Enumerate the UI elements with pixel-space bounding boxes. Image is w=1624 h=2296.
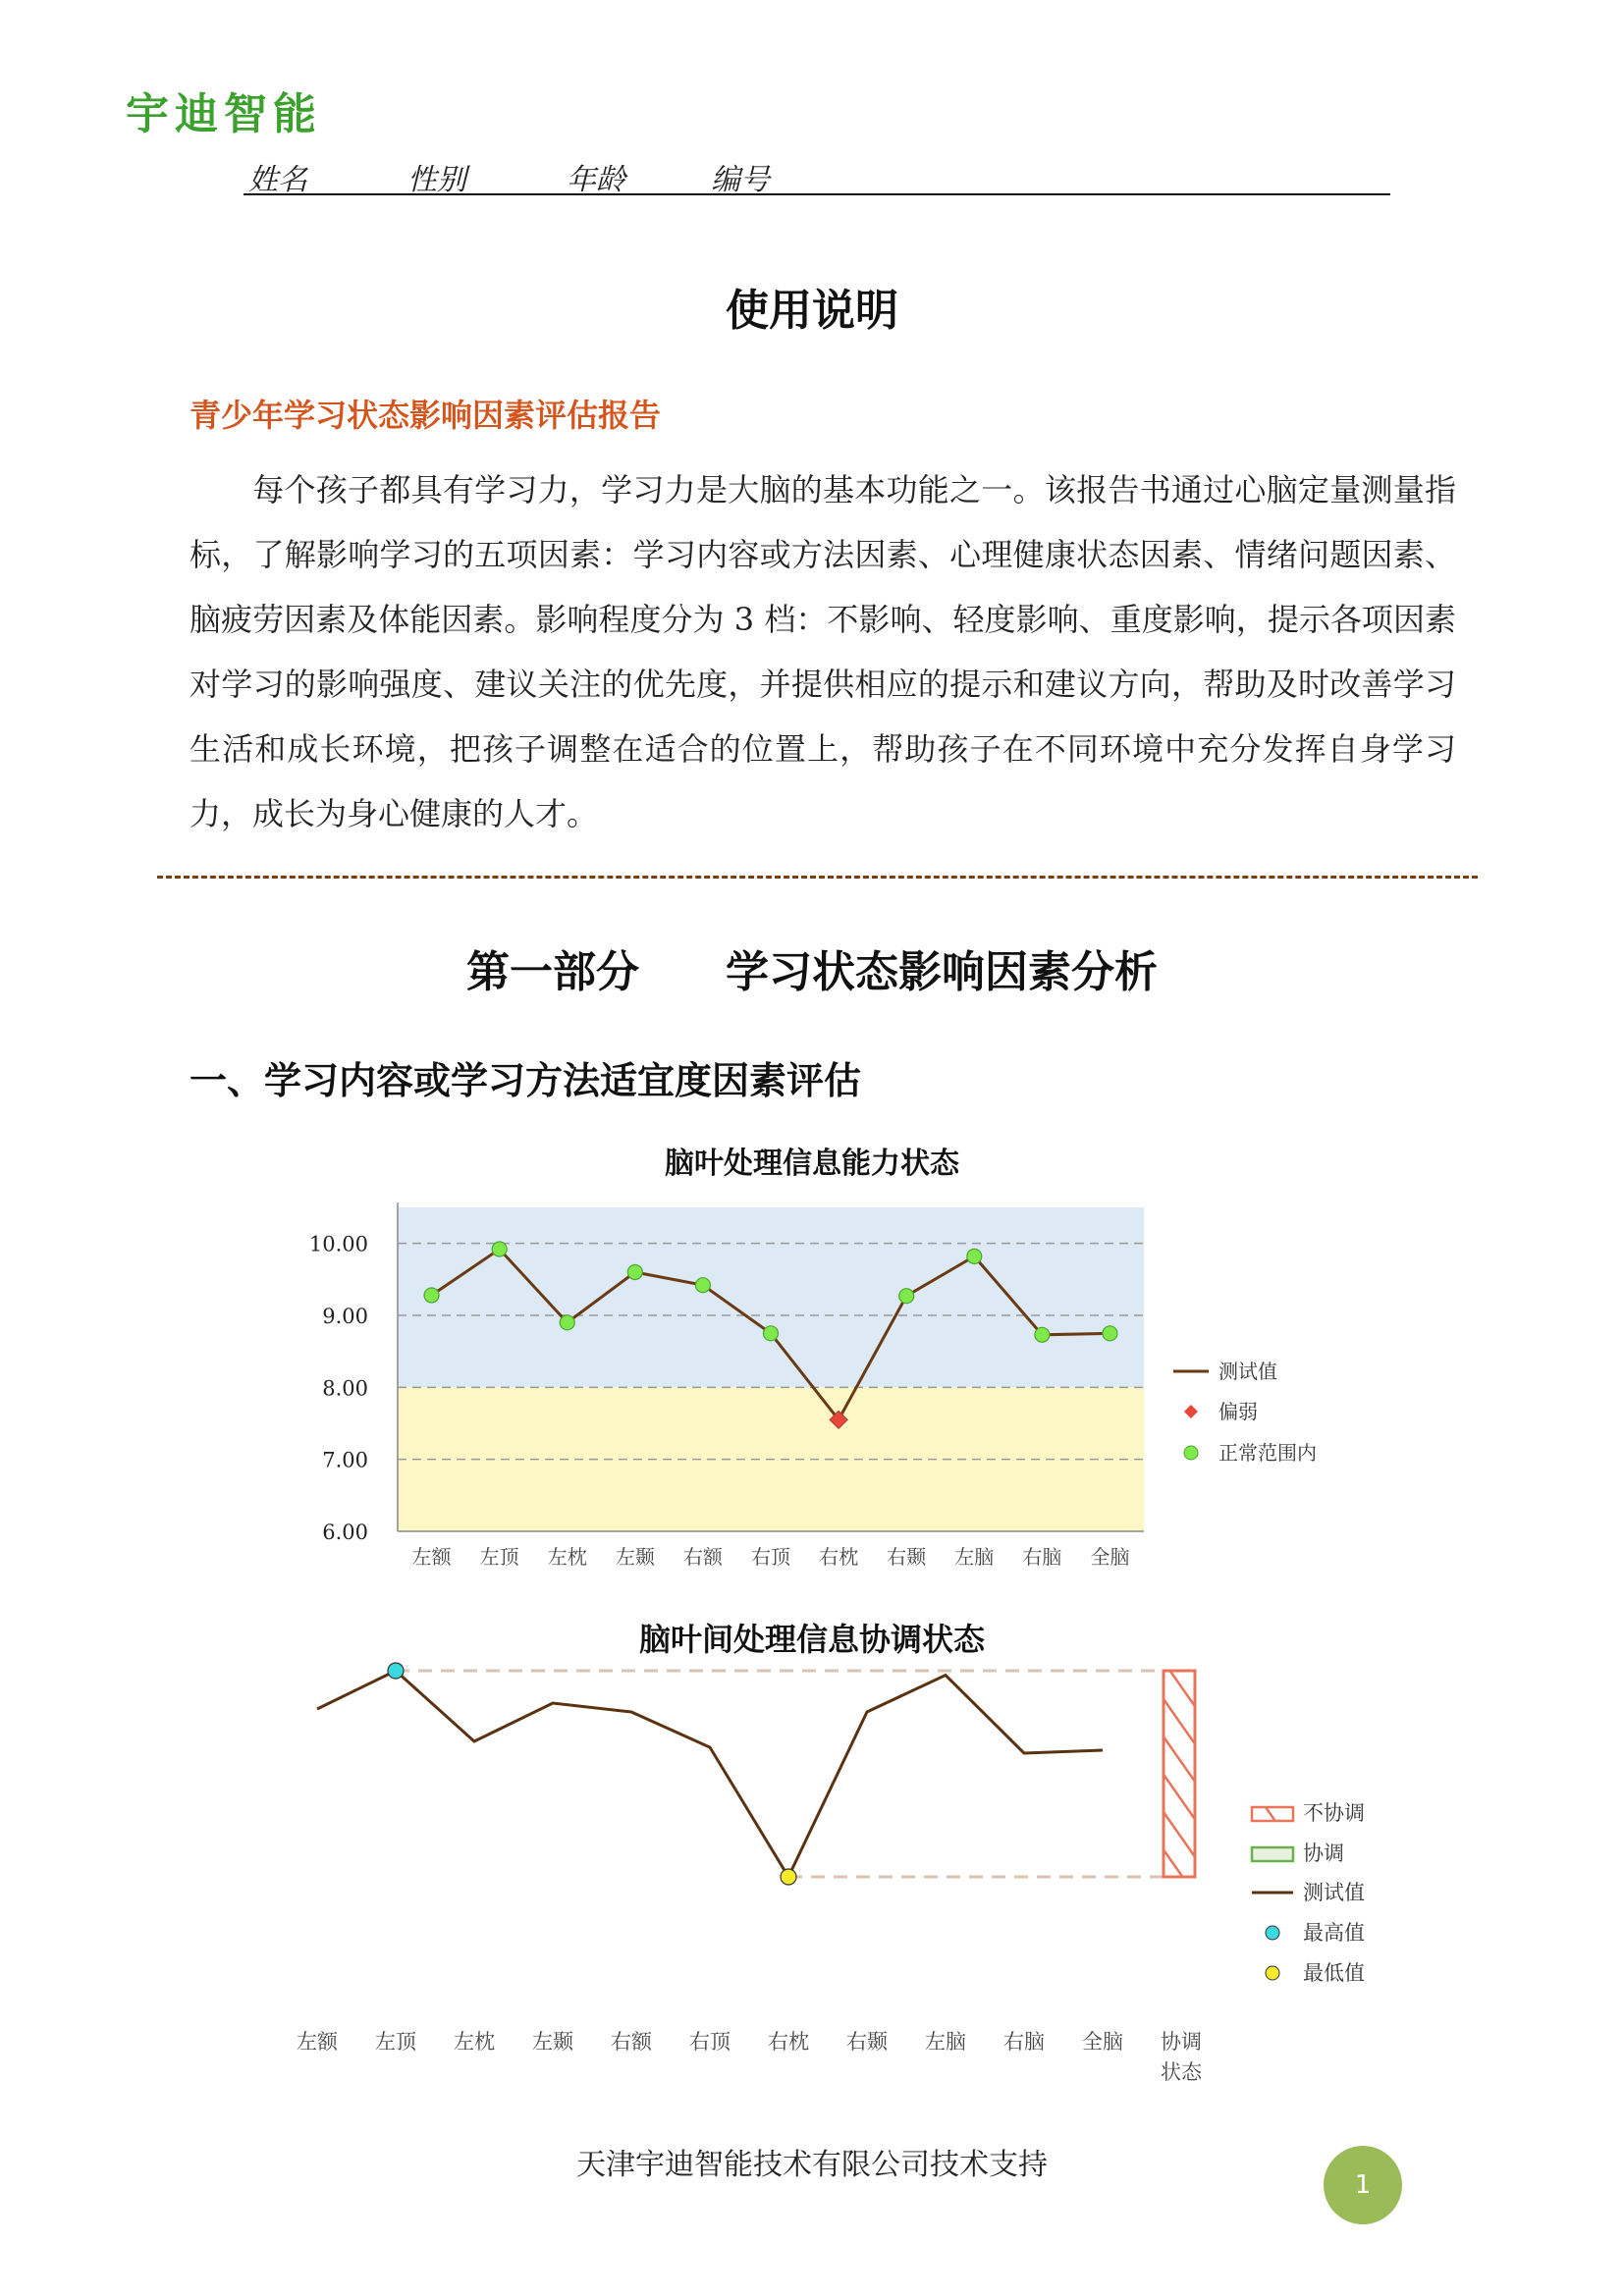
company-logo: 宇迪智能 (126, 89, 322, 139)
x-tick-label: 右顶 (689, 2030, 731, 2054)
y-tick-label: 6.00 (322, 1521, 368, 1544)
x-tick-label: 左额 (411, 1545, 452, 1569)
x-tick-label: 左顶 (375, 2030, 416, 2054)
y-tick-label: 9.00 (322, 1305, 368, 1328)
legend-label-normal: 正常范围内 (1218, 1441, 1317, 1465)
header-field-name: 姓名 (248, 163, 307, 197)
x-tick-label: 右脑 (1022, 1545, 1062, 1569)
x-tick-label: 全脑 (1082, 2030, 1123, 2054)
legend-label-uncoordinated: 不协调 (1303, 1801, 1365, 1825)
x-tick-label: 右枕 (768, 2030, 809, 2054)
data-point-normal (424, 1288, 439, 1303)
data-point-normal (1035, 1327, 1050, 1342)
normal-range-band (398, 1207, 1144, 1387)
data-point-normal (695, 1278, 710, 1293)
report-title: 青少年学习状态影响因素评估报告 (189, 397, 662, 434)
x-tick-label: 左颞 (532, 2030, 573, 2054)
x-tick-label: 左脑 (925, 2030, 966, 2054)
data-point-normal (967, 1249, 982, 1263)
y-tick-label: 10.00 (308, 1232, 368, 1256)
x-tick-label: 右颞 (846, 2030, 888, 2054)
header-field-id: 编号 (711, 163, 770, 197)
x-tick-label: 右枕 (819, 1545, 859, 1569)
chart1-title: 脑叶处理信息能力状态 (665, 1147, 959, 1181)
y-tick-label: 8.00 (322, 1376, 368, 1401)
x-tick-label: 左额 (297, 2030, 338, 2054)
legend-swatch-uncoordinated (1252, 1807, 1293, 1821)
series-line-test-value (317, 1671, 1103, 1877)
header-field-gender: 性别 (407, 163, 466, 197)
chart2-title: 脑叶间处理信息协调状态 (638, 1621, 985, 1658)
intro-text: 每个孩子都具有学习力，学习力是大脑的基本功能之一。该报告书通过心脑定量测量指标，了解影响学习的五项因素：学习内容或方法因素、心理健康状态因素、情绪问题因素、脑疲劳因素及体能因素。影响程度分为 3 档：不影响、轻度影响、重度影响，提示各项因素对学习的影响强度、建议关注的优先度，并提供相应的提示和建议方向，帮助及时改善学习生活和成长环境，把孩子调整在适合的位置上，帮助孩子在不同环境中充分发挥自身学习力，成长为身心健康的人才。 (189, 471, 1456, 832)
coordination-status-bar (1164, 1671, 1195, 1877)
legend-label-test-value: 测试值 (1303, 1881, 1365, 1904)
usage-title: 使用说明 (726, 286, 898, 336)
legend-swatch-normal (1184, 1446, 1198, 1460)
section1-title: 一、学习内容或学习方法适宜度因素评估 (189, 1059, 862, 1102)
data-point-normal (492, 1242, 507, 1256)
section-divider (157, 876, 1478, 879)
legend-label-coordinated: 协调 (1303, 1842, 1344, 1865)
x-tick-label: 左顶 (479, 1545, 519, 1569)
legend-label-max: 最高值 (1303, 1921, 1365, 1945)
x-tick-label: 状态 (1161, 2060, 1202, 2084)
data-point-normal (560, 1315, 574, 1330)
legend-label-test-value: 测试值 (1218, 1360, 1277, 1383)
x-tick-label: 协调 (1161, 2030, 1202, 2054)
x-tick-label: 左枕 (454, 2030, 495, 2054)
data-point-normal (764, 1326, 779, 1341)
data-point-normal (1103, 1326, 1117, 1341)
page-number: 1 (1324, 2146, 1402, 2224)
x-tick-label: 右顶 (751, 1545, 790, 1569)
header-field-age: 年龄 (567, 163, 625, 197)
x-tick-label: 左枕 (547, 1545, 587, 1569)
min-point (781, 1869, 796, 1885)
max-point (388, 1663, 404, 1679)
footer-support-text: 天津宇迪智能技术有限公司技术支持 (576, 2148, 1048, 2182)
legend-swatch-coordinated (1252, 1847, 1293, 1861)
chart2-lobe-coordination (0, 1659, 1624, 2101)
y-tick-label: 7.00 (322, 1448, 368, 1472)
x-tick-label: 左颞 (615, 1545, 655, 1569)
data-point-normal (627, 1265, 642, 1280)
data-point-normal (899, 1289, 914, 1304)
intro-paragraph (189, 457, 1456, 846)
x-tick-label: 右额 (682, 1545, 723, 1569)
x-tick-label: 右脑 (1003, 2030, 1045, 2054)
legend-swatch-max (1266, 1926, 1279, 1940)
part1-title: 第一部分 学习状态影响因素分析 (466, 947, 1158, 997)
legend-swatch-min (1266, 1966, 1279, 1980)
x-tick-label: 左脑 (954, 1545, 995, 1569)
x-tick-label: 右颞 (887, 1545, 927, 1569)
x-tick-label: 右额 (611, 2030, 652, 2054)
x-tick-label: 全脑 (1090, 1545, 1130, 1569)
legend-label-weak: 偏弱 (1218, 1400, 1258, 1423)
header-rule (244, 193, 1390, 195)
legend-swatch-weak (1184, 1405, 1198, 1418)
chart1-lobe-processing (0, 1178, 1624, 1590)
legend-label-min: 最低值 (1303, 1961, 1365, 1985)
